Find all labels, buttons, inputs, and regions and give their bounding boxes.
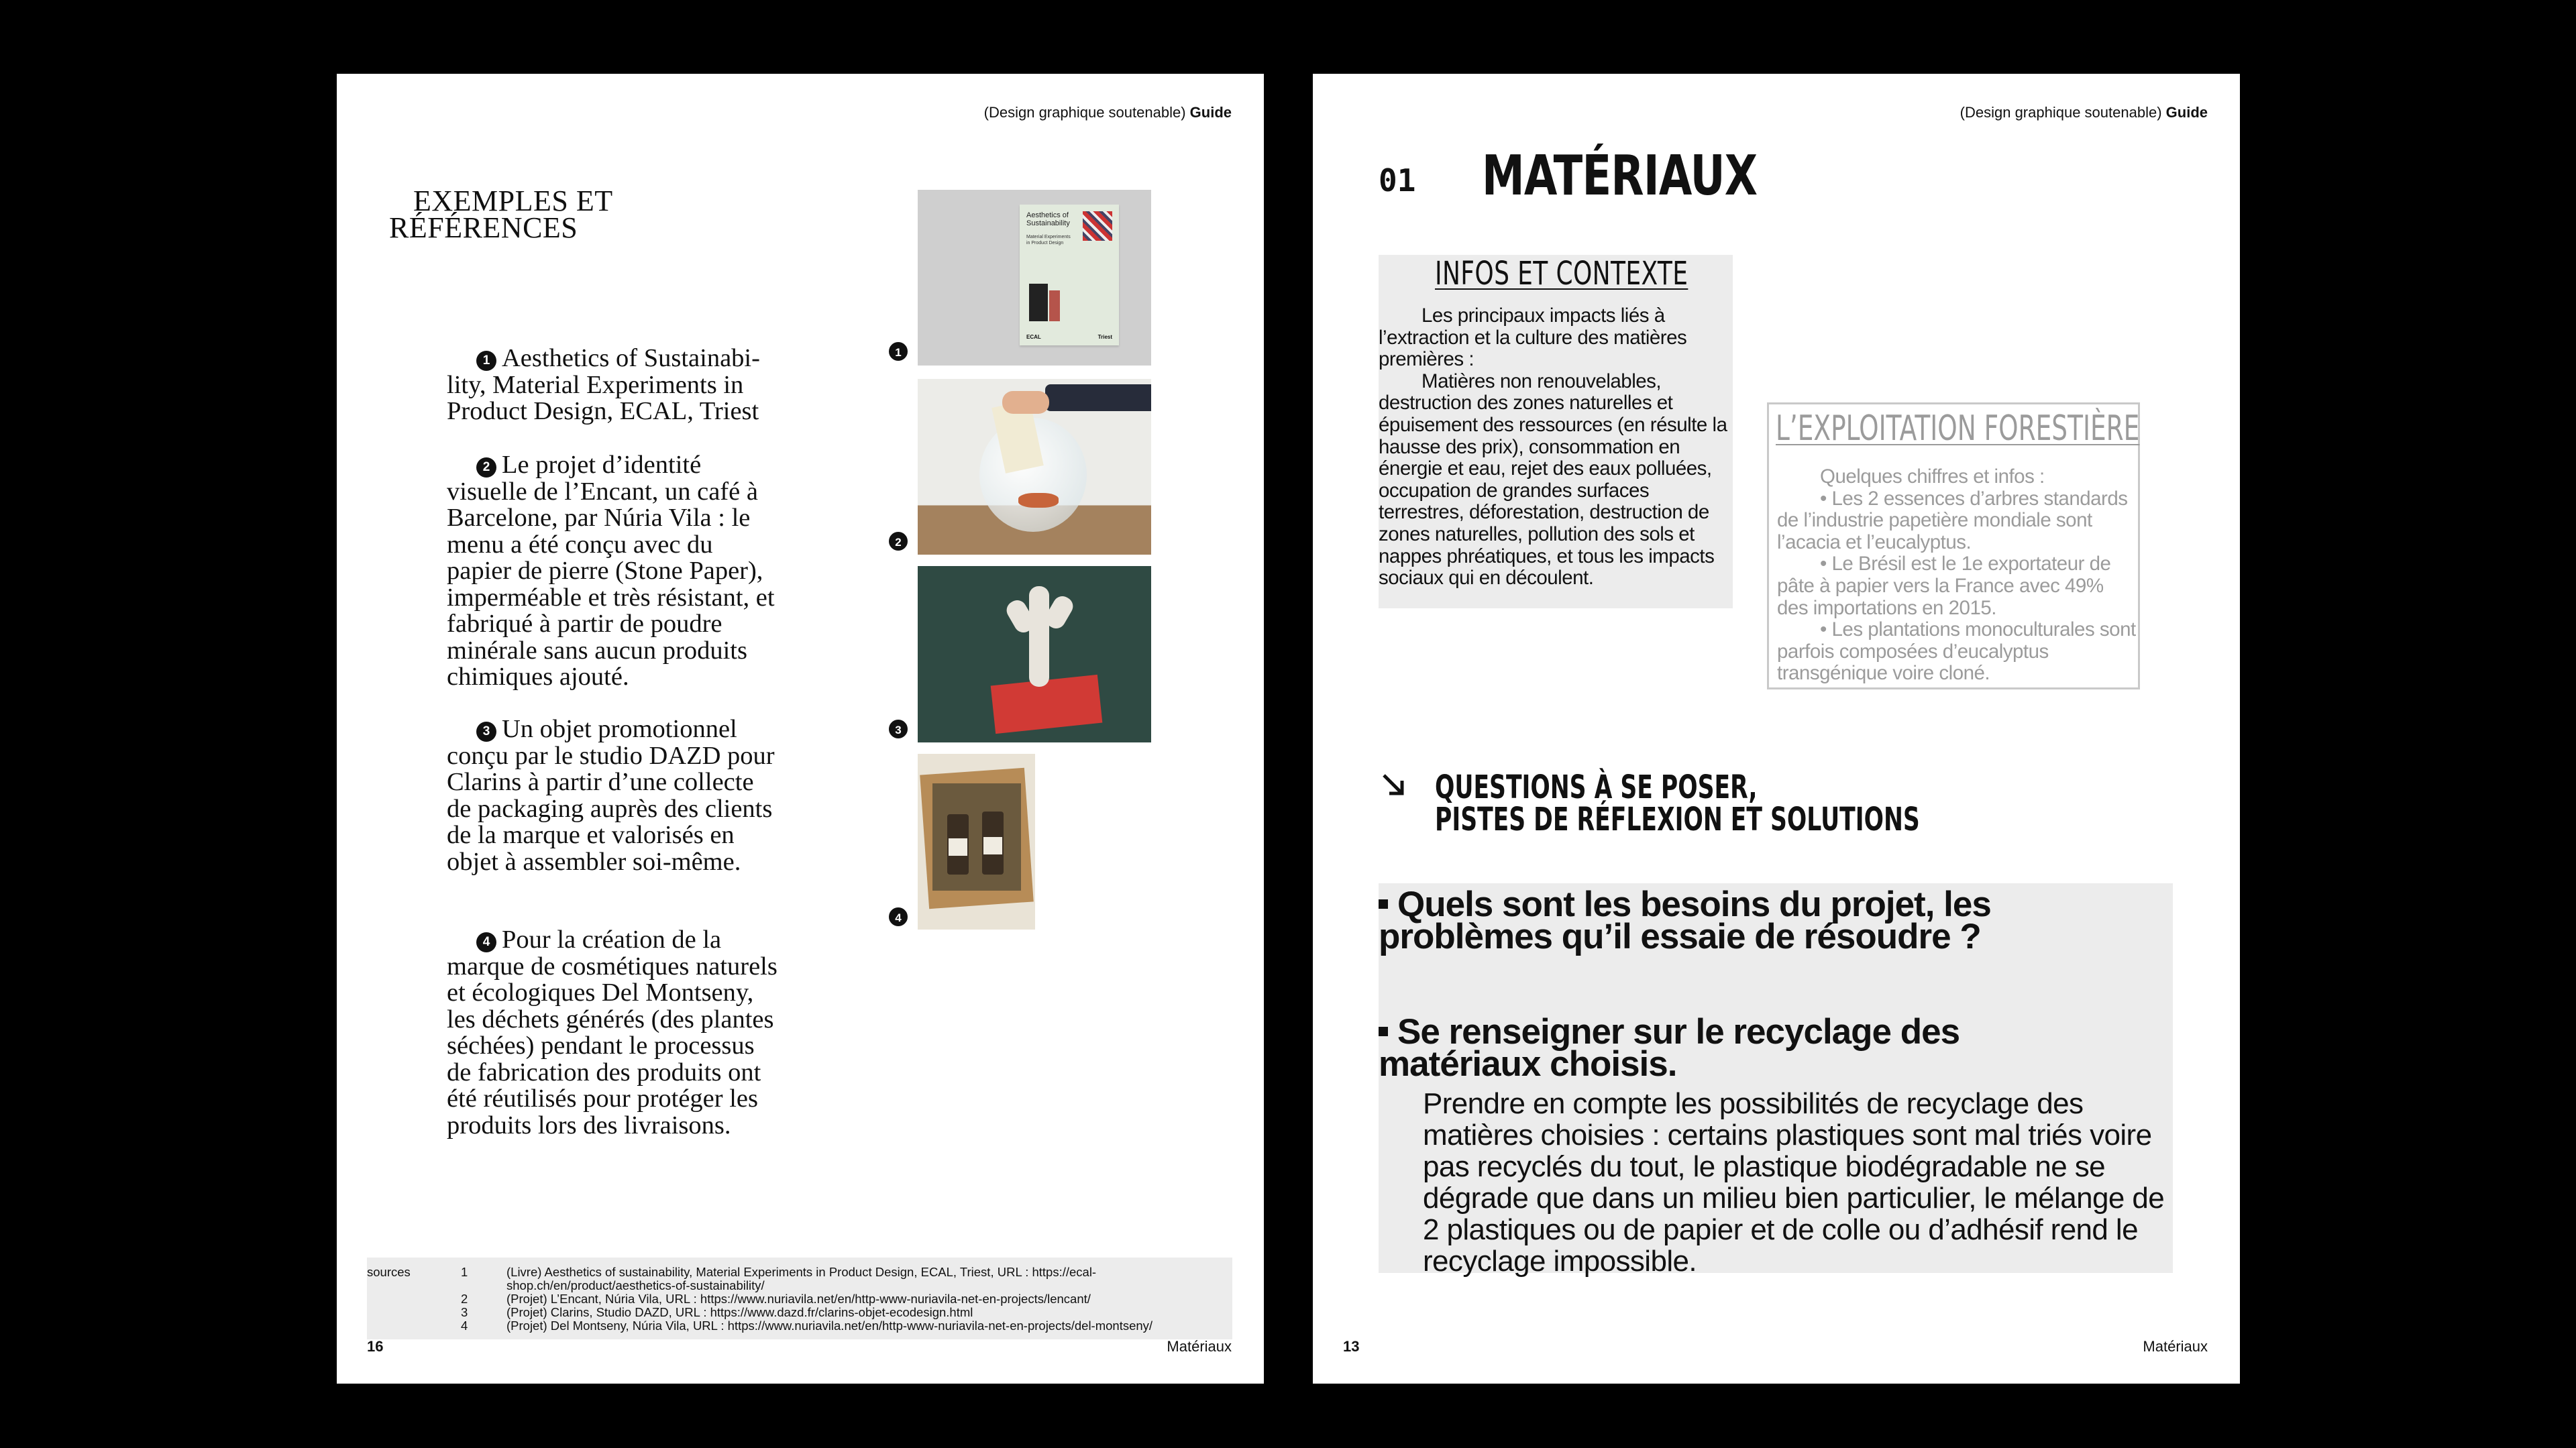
- page-footer-label: Matériaux: [2143, 1338, 2208, 1355]
- forest-box: [1767, 402, 2140, 689]
- forest-paragraph: • Les plantations monoculturales sont parfois composées d’eucalyptus transgénique voire cloné.: [1777, 618, 2136, 685]
- questions-title-line2: PISTES DE RÉFLEXION ET SOLUTIONS: [1435, 801, 1920, 838]
- section-title-line2: RÉFÉRENCES: [389, 211, 578, 244]
- chapter-title: MATÉRIAUX: [1482, 144, 1758, 208]
- infos-box: [1379, 255, 1733, 608]
- questions-box: [1379, 883, 2173, 1278]
- page-right: [1313, 74, 2240, 1384]
- source-number: 4: [461, 1319, 468, 1333]
- example-text: Pour la création de la marque de cosmétiques naturels et écologiques Del Montseny, les déchets générés (des plantes séchées) pendant le processus de fabrication des produits ont été réutilisés pour protéger les produits lors des livraisons.: [447, 926, 777, 1139]
- forest-paragraph: • Les 2 essences d’arbres standards de l’industrie papetière mondiale sont l’acacia et l’eucalyptus.: [1777, 487, 2128, 553]
- example-number: 1: [476, 351, 496, 371]
- questions-title: [1435, 771, 1920, 836]
- image-stone-paper-menu: [918, 379, 1151, 555]
- header-guide: Guide: [2165, 104, 2208, 121]
- page-number: 16: [367, 1338, 384, 1355]
- forest-paragraph: • Le Brésil est le 1e exportateur de pâte à papier vers la France avec 49% des importations en 2015.: [1777, 553, 2111, 619]
- source-text: (Projet) Del Montseny, Núria Vila, URL : https://www.nuriavila.net/en/http-www-nuriavila-net-en-projects/del-montseny/: [506, 1319, 1153, 1333]
- page-header: [984, 104, 1232, 121]
- source-text: (Projet) L’Encant, Núria Vila, URL : https://www.nuriavila.net/en/http-www-nuriavila-net-en-projects/lencant/: [506, 1292, 1091, 1306]
- section-title-line1: EXEMPLES ET: [413, 184, 613, 217]
- example-number: 2: [476, 457, 496, 478]
- page-footer-label: Matériaux: [1167, 1338, 1232, 1355]
- page-left: [337, 74, 1264, 1384]
- bottle-label: [983, 837, 1002, 854]
- sleeve: [1045, 384, 1151, 411]
- example-4: [447, 927, 782, 1139]
- source-number: 3: [461, 1305, 468, 1319]
- example-number: 3: [476, 722, 496, 742]
- goldfish: [1018, 493, 1059, 508]
- image-cosmetics-box: [918, 754, 1035, 930]
- questions-title-line1: QUESTIONS À SE POSER,: [1435, 769, 1758, 806]
- sources-block: [367, 1258, 1232, 1339]
- example-text: Un objet promotionnel conçu par le studio DAZD pour Clarins à partir d’une collecte de packaging auprès des clients de la marque et valorisés en objet à assembler soi-même.: [447, 715, 775, 876]
- source-number: 2: [461, 1292, 468, 1306]
- question-2-body: Prendre en compte les possibilités de recyclage des matières choisies : certains plastiques sont mal triés voire pas recyclés du tout, le plastique biodégradable ne se dégrade que dans un milieu bien particulier, le mélange de 2 plastiques ou de papier et de colle ou d’adhésif rend le recyclage impossible.: [1423, 1087, 2165, 1278]
- question-2: [1379, 1012, 1969, 1084]
- forest-title: L’EXPLOITATION FORESTIÈRE: [1776, 408, 2140, 449]
- source-number: 1: [461, 1265, 468, 1279]
- header-prefix: (Design graphique soutenable): [983, 104, 1186, 121]
- arrow-down-right-icon: [1380, 771, 1407, 798]
- book-pattern: [1083, 211, 1112, 241]
- book-cover: [1020, 205, 1119, 345]
- infos-title: INFOS ET CONTEXTE: [1435, 255, 1688, 292]
- section-title: [389, 184, 613, 244]
- hand: [1002, 391, 1049, 414]
- example-number: 4: [476, 932, 496, 952]
- dried-plants: [932, 783, 1021, 891]
- header-guide: Guide: [1189, 104, 1232, 121]
- source-text: (Projet) Clarins, Studio DAZD, URL : https://www.dazd.fr/clarins-objet-ecodesign.html: [506, 1305, 973, 1319]
- square-bullet-icon: [1379, 1027, 1388, 1036]
- page-number: 13: [1343, 1338, 1360, 1355]
- book-publisher: Triest: [1097, 334, 1112, 340]
- forest-text: [1777, 466, 2138, 685]
- question-1: [1379, 885, 2049, 956]
- bottle-label: [949, 838, 967, 856]
- forest-paragraph: Quelques chiffres et infos :: [1820, 465, 2045, 488]
- white-sculpture: [1029, 586, 1049, 687]
- book-publisher: ECAL: [1026, 334, 1041, 340]
- infos-text: [1379, 305, 1733, 590]
- chapter-number: 01: [1379, 162, 1416, 199]
- image-packaging-object: [918, 566, 1151, 742]
- image-marker: 2: [889, 532, 908, 551]
- sources-label: sources: [367, 1265, 411, 1279]
- question-1-text: Quels sont les besoins du projet, les problèmes qu’il essaie de résoudre ?: [1379, 885, 1991, 956]
- book-photo: [1049, 290, 1060, 321]
- image-marker: 1: [889, 342, 908, 361]
- example-2: [447, 452, 782, 691]
- infos-paragraph: Les principaux impacts liés à l’extraction et la culture des matières premières :: [1379, 304, 1687, 371]
- example-text: Aesthetics of Sustainabi-lity, Material Experiments in Product Design, ECAL, Triest: [447, 344, 760, 425]
- question-2-text: Se renseigner sur le recyclage des matériaux choisis.: [1379, 1012, 1960, 1084]
- book-subtitle: Material Experiments in Product Design: [1026, 235, 1071, 245]
- example-text: Le projet d’identité visuelle de l’Encant, un café à Barcelone, par Núria Vila : le menu a été conçu avec du papier de pierre (Stone Paper), imperméable et très résistant, et fabriqué à partir de poudre minérale sans aucun produits chimiques ajouté.: [447, 451, 775, 691]
- example-3: [447, 716, 782, 875]
- image-book-cover: [918, 190, 1151, 366]
- infos-paragraph: Matières non renouvelables, destruction des zones naturelles et épuisement des ressources (en résulte la hausse des prix), consommation en énergie et eau, rejet des eaux polluées, occupation de grandes surfaces terrestres, déforestation, destruction de zones naturelles, pollution des sols et nappes phréatiques, et tous les impacts sociaux qui en découlent.: [1379, 370, 1727, 590]
- square-bullet-icon: [1379, 899, 1388, 909]
- image-marker: 4: [889, 907, 908, 926]
- page-header: [1960, 104, 2208, 121]
- book-photo: [1029, 284, 1048, 321]
- book-title: Aesthetics of Sustainability: [1026, 211, 1070, 227]
- example-1: [447, 345, 782, 425]
- header-prefix: (Design graphique soutenable): [1960, 104, 2162, 121]
- source-text: (Livre) Aesthetics of sustainability, Material Experiments in Product Design, ECAL, Triest, URL : https://ecal-shop.ch/en/product/aesthetics-of-sustainability/: [506, 1265, 1097, 1292]
- image-marker: 3: [889, 720, 908, 738]
